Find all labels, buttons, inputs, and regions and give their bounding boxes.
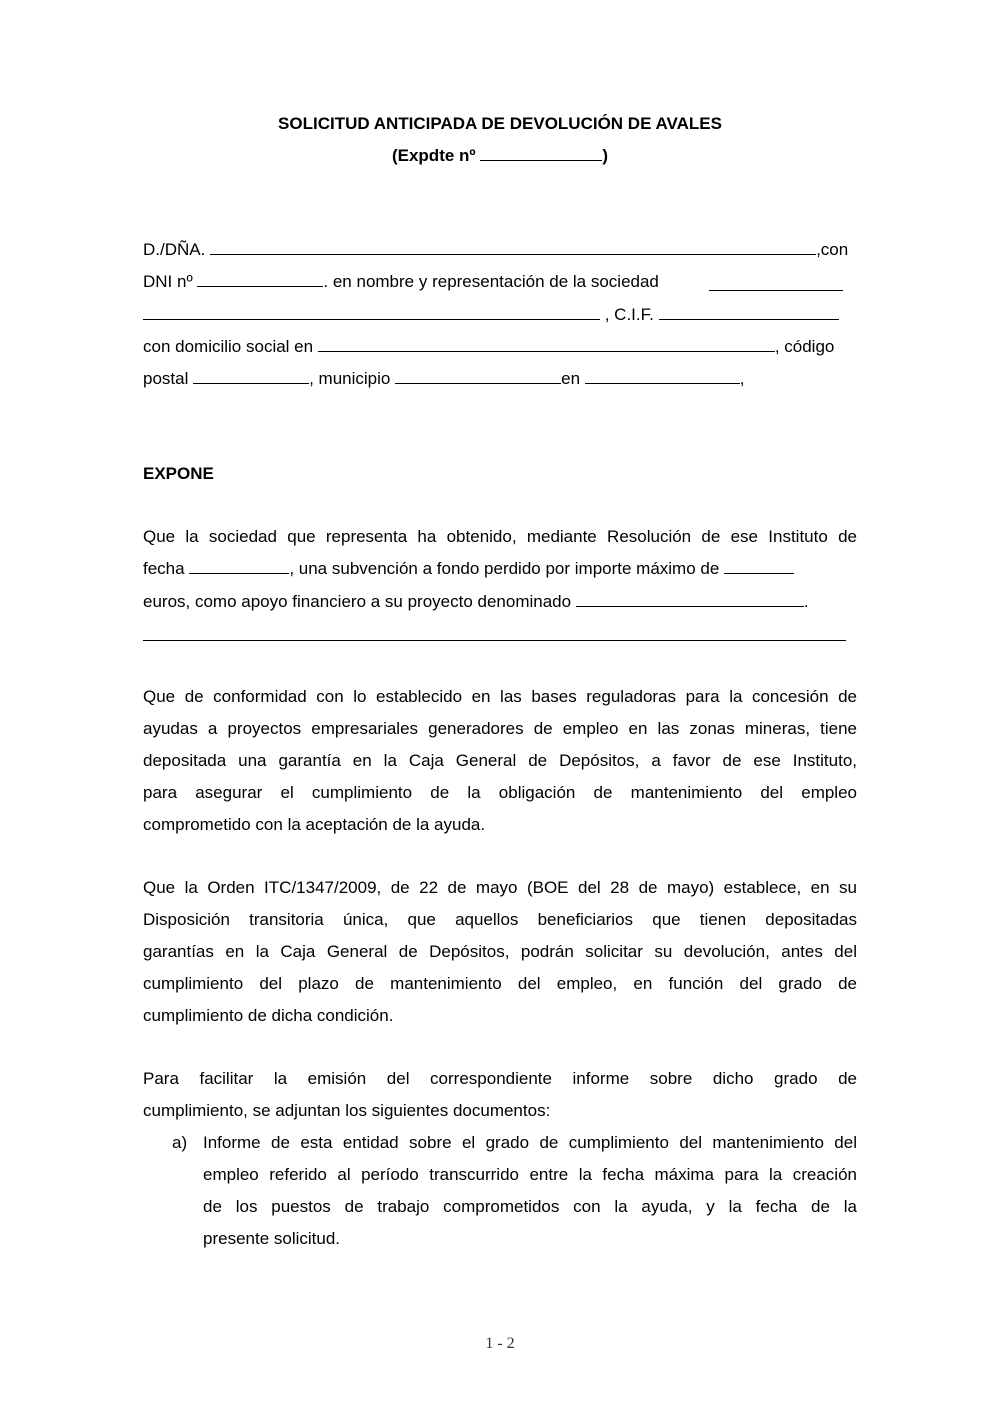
company-name-blank[interactable] (709, 290, 843, 291)
postal-code-blank[interactable] (193, 368, 309, 384)
paragraph-3-line: cumplimiento de dicha condición. (143, 1006, 394, 1025)
list-item-a-line: empleo referido al período transcurrido entre la fecha máxima para la creación (203, 1165, 857, 1184)
expediente-line: (Expdte nº ) (391, 146, 609, 165)
domicile-blank[interactable] (318, 336, 775, 352)
project-name-blank[interactable] (576, 591, 804, 607)
amount-blank[interactable] (724, 558, 794, 574)
cif-blank[interactable] (659, 304, 839, 320)
list-marker-a: a) (172, 1133, 188, 1152)
page-number: 1 - 2 (485, 1335, 515, 1352)
paragraph-2-line: ayudas a proyectos empresariales generadores de empleo en las zonas mineras, tiene (143, 719, 857, 738)
province-blank[interactable] (585, 368, 740, 384)
resolution-date-blank[interactable] (189, 558, 289, 574)
form-line-domicile: con domicilio social en , código (143, 337, 835, 356)
expone-heading: EXPONE (143, 464, 214, 483)
paragraph-4-line: Para facilitar la emisión del correspondiente informe sobre dicho grado de (143, 1069, 857, 1088)
paragraph-3-line: garantías en la Caja General de Depósitos, podrán solicitar su devolución, antes del (143, 942, 857, 961)
dni-blank[interactable] (197, 271, 323, 287)
list-item-a-line: de los puestos de trabajo comprometidos con la ayuda, y la fecha de la (203, 1197, 857, 1216)
paragraph-3-line: Que la Orden ITC/1347/2009, de 22 de mayo (BOE del 28 de mayo) establece, en su (143, 878, 857, 897)
paragraph-1-line: euros, como apoyo financiero a su proyecto denominado . (143, 592, 809, 611)
paragraph-4-line: cumplimiento, se adjuntan los siguientes documentos: (143, 1101, 551, 1120)
paragraph-2-line: comprometido con la aceptación de la ayuda. (143, 815, 486, 834)
document-title: SOLICITUD ANTICIPADA DE DEVOLUCIÓN DE AVALES (278, 114, 722, 133)
form-line-dni: DNI nº . en nombre y representación de la sociedad (143, 272, 659, 291)
company-name-continuation-blank[interactable] (143, 304, 600, 320)
form-line-name: D./DÑA. ,con (143, 240, 849, 259)
name-blank[interactable] (210, 239, 816, 255)
form-line-postal: postal , municipio en , (143, 369, 745, 388)
paragraph-3-line: Disposición transitoria única, que aquellos beneficiarios que tienen depositadas (143, 910, 857, 929)
list-item-a-line: presente solicitud. (203, 1229, 341, 1248)
form-line-cif: , C.I.F. (143, 304, 839, 326)
municipality-blank[interactable] (395, 368, 561, 384)
paragraph-1-line: Que la sociedad que representa ha obtenido, mediante Resolución de ese Instituto de (143, 527, 857, 546)
paragraph-2-line: para asegurar el cumplimiento de la obligación de mantenimiento del empleo (143, 783, 857, 802)
paragraph-2-line: depositada una garantía en la Caja General de Depósitos, a favor de ese Instituto, (143, 751, 857, 770)
paragraph-3-line: cumplimiento del plazo de mantenimiento del empleo, en función del grado de (143, 974, 857, 993)
paragraph-1-line: fecha , una subvención a fondo perdido por importe máximo de (143, 558, 794, 580)
expediente-number-blank[interactable] (480, 145, 602, 161)
paragraph-2-line: Que de conformidad con lo establecido en las bases reguladoras para la concesión de (143, 687, 857, 706)
project-name-continuation-blank[interactable] (143, 640, 846, 641)
list-item-a-line: Informe de esta entidad sobre el grado de cumplimiento del mantenimiento del (203, 1133, 857, 1152)
